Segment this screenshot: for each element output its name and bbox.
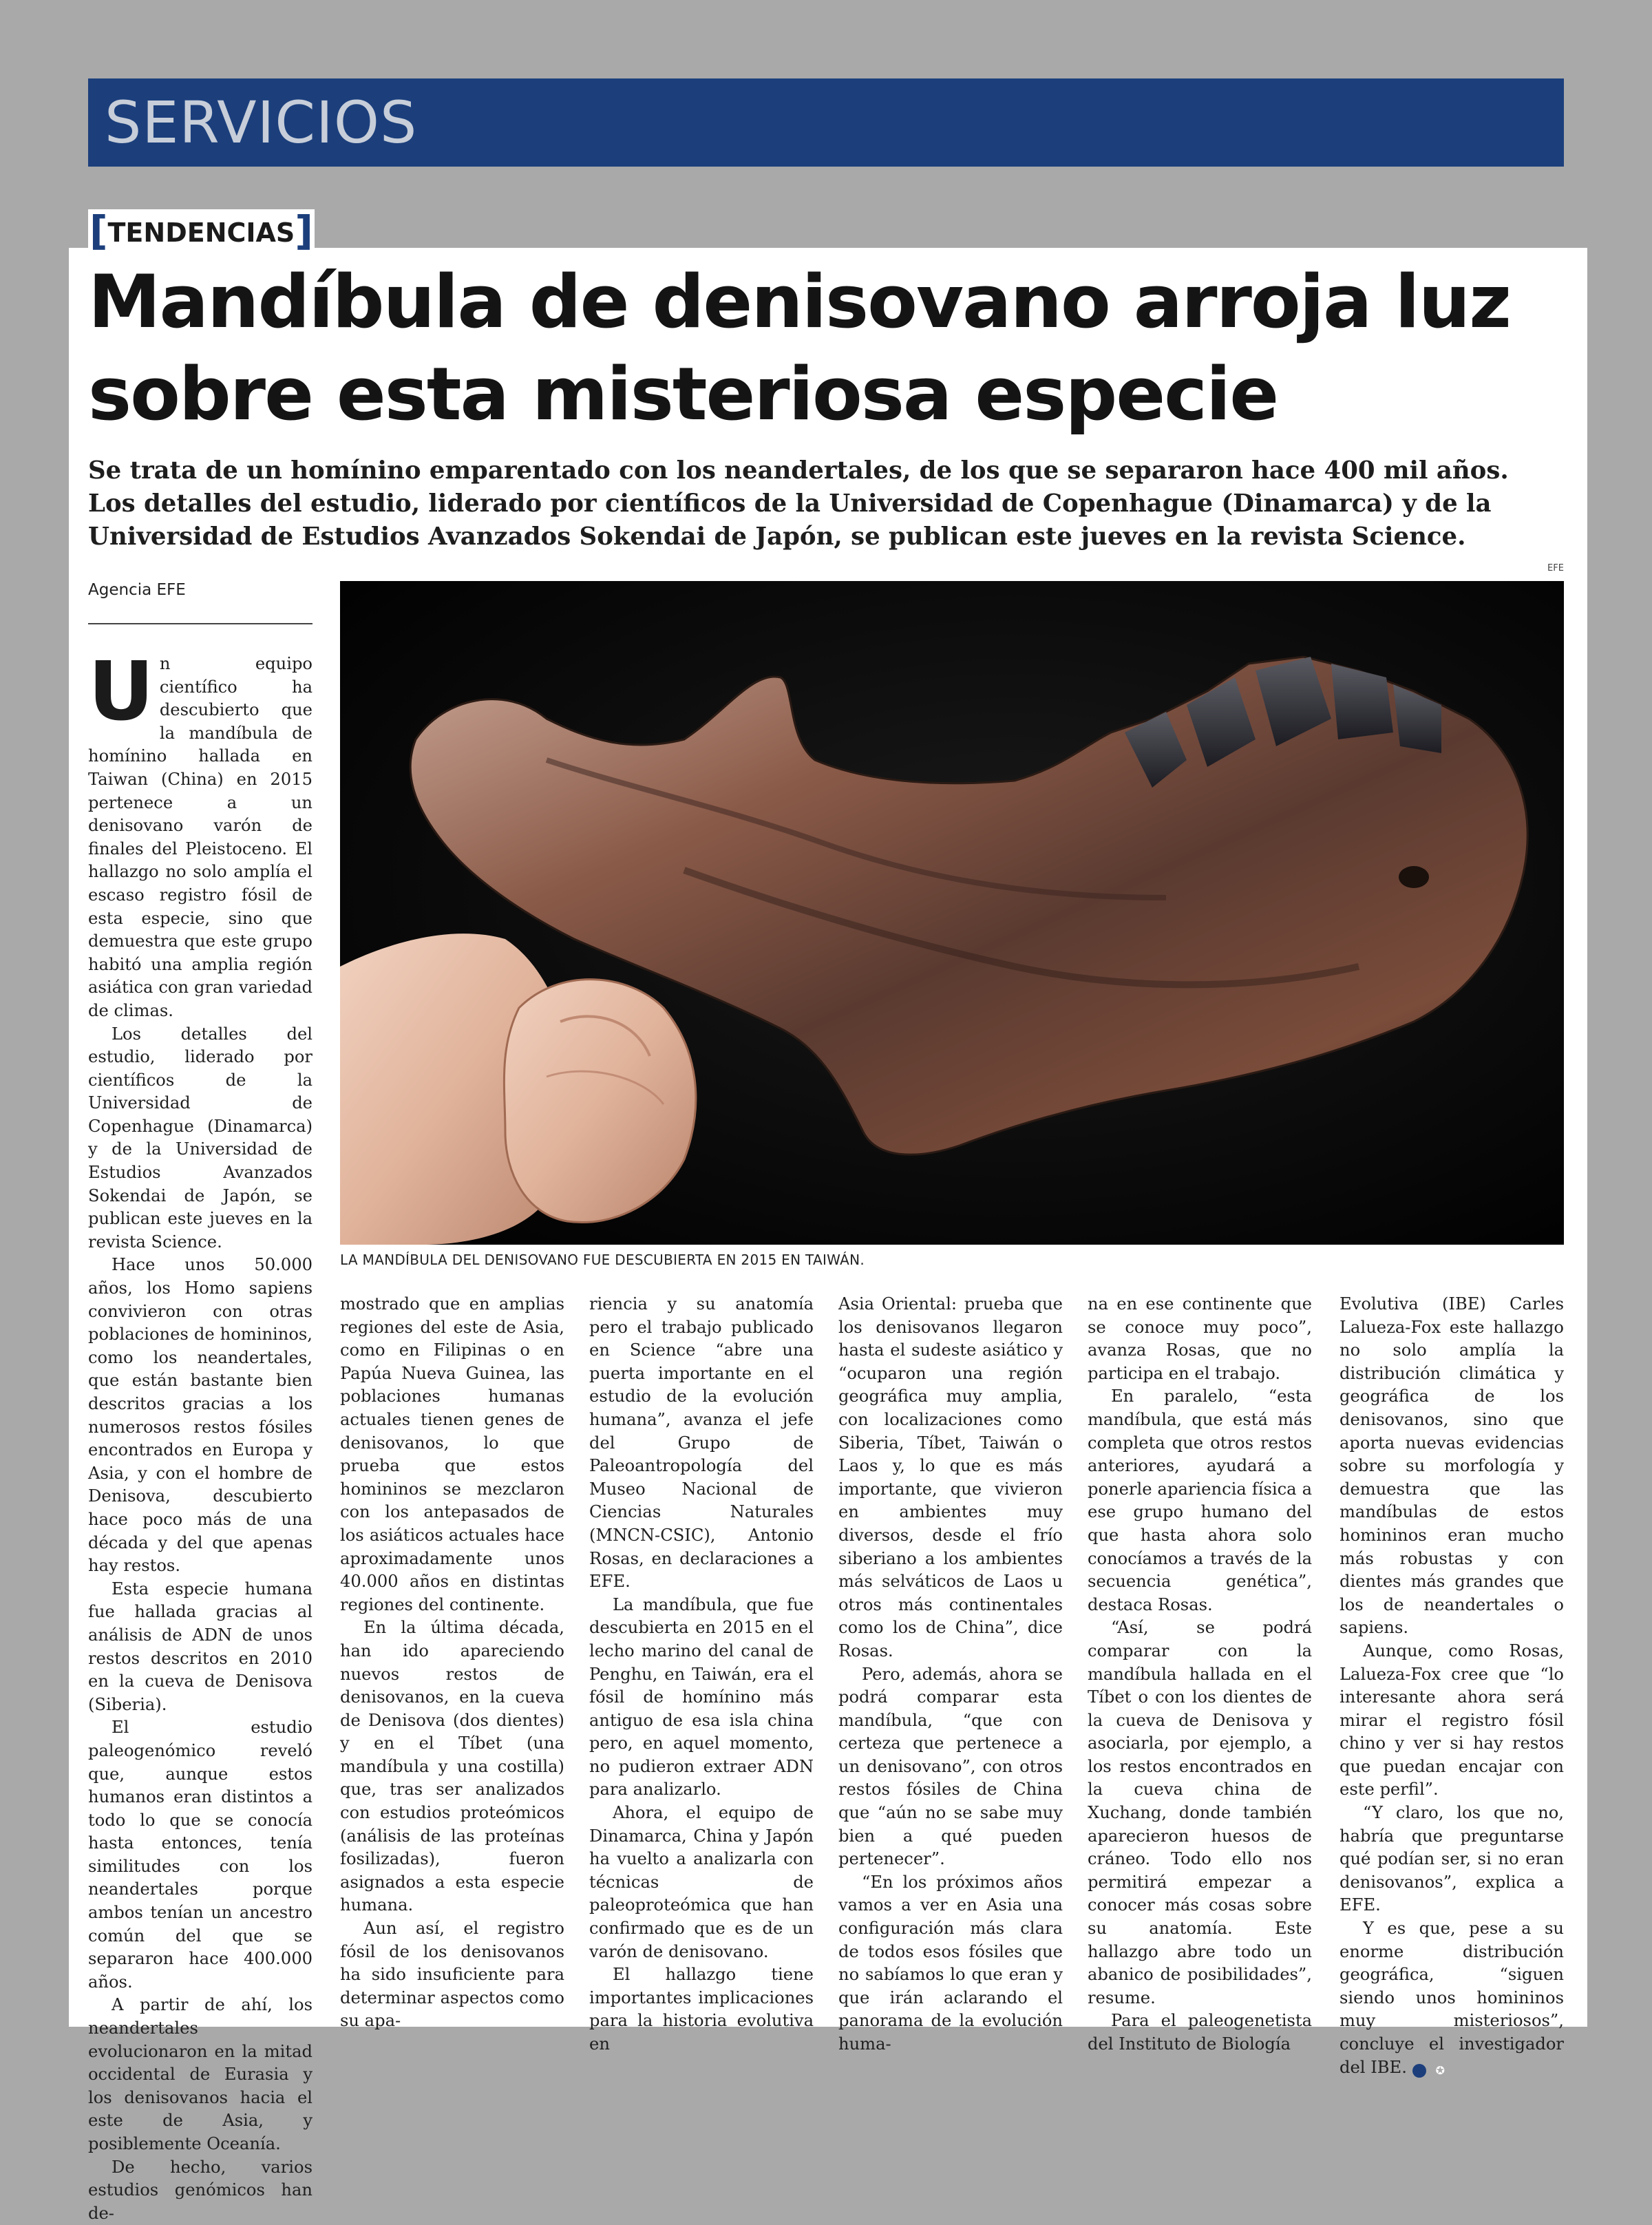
paragraph: Asia Oriental: prueba que los denisovanos llegaron hasta el sudeste asiático y “ocuparon una región geográfica muy amplia, con localizaciones como Siberia, Tíbet, Taiwán o Laos y, lo que es más importante, que vivieron en ambientes muy diversos, desde el frío siberiano a los ambientes más selváticos de Laos u otros más continentales como los de China”, dice Rosas. — [838, 1294, 1063, 1660]
paragraph: La mandíbula, que fue descubierta en 2015 en el lecho marino del canal de Penghu, en Taiwán, era el fósil de homínino más antiguo de esa isla china pero, en aquel momento, no pudieron extraer ADN para analizarlo. — [589, 1594, 814, 1800]
article-column-1 — [88, 644, 313, 2223]
paragraph: “Así, se podrá comparar con la mandíbula hallada en el Tíbet o con los dientes de la cueva de Denisova y asociarla, por ejemplo, a los restos encontrados en la cueva china de Xuchang, donde también aparecieron huesos de cráneo. Todo ello nos permitirá empezar a conocer más cosas sobre su anatomía. Este hallazgo abre todo un abanico de posibilidades”, resume. — [1088, 1618, 1312, 2007]
paragraph: De hecho, varios estudios genómicos han de- — [88, 2157, 313, 2223]
headline: Mandíbula de denisovano arroja luz sobre esta misteriosa especie — [88, 260, 1510, 436]
paragraph: riencia y su anatomía pero el trabajo publicado en Science “abre una puerta importante en el estudio de la evolución humana”, avanza el jefe del Grupo de Paleoantropología del Museo Nacional de Ciencias Naturales (MNCN-CSIC), Antonio Rosas, en declaraciones a EFE. — [589, 1294, 814, 1592]
paragraph: En la última década, han ido apareciendo nuevos restos de denisovanos, en la cueva de Denisova (dos dientes) y en el Tíbet (una mandíbula y una costilla) que, tras ser analizados con estudios proteómicos (análisis de las proteínas fosilizadas), fueron asignados a esta especie humana. — [340, 1618, 564, 1915]
section-banner — [88, 78, 1564, 167]
paragraph-text: Y es que, pese a su enorme distribución geográfica, “siguen siendo unos homininos muy misteriosos”, concluye el investigador del IBE. — [1339, 1919, 1564, 2077]
paragraph: En paralelo, “esta mandíbula, que está más completa que otros restos anteriores, ayudará a ponerle apariencia física a ese grupo humano del que hasta ahora solo conocíamos a través de la secuencia genética”, destaca Rosas. — [1088, 1386, 1312, 1614]
photo-credit: EFE — [1547, 563, 1564, 573]
paragraph — [88, 644, 313, 1023]
paragraph-text: n equipo científico ha descubierto que la mandíbula de homínino hallada en Taiwan (China) en 2015 pertenece a un denisovano varón de finales del Pleistoceno. El hallazgo no solo amplía el escaso registro fósil de esta especie, sino que demuestra que este grupo habitó una amplia región asiática con gran variedad de climas. — [88, 654, 313, 1020]
paragraph: Hace unos 50.000 años, los Homo sapiens convivieron con otras poblaciones de homininos, como los neandertales, que están bastante bien descritos gracias a los numerosos restos fósiles encontrados en Europa y Asia, y con el hombre de Denisova, descubierto hace poco más de una década y del que apenas hay restos. — [88, 1255, 313, 1576]
byline: Agencia EFE — [88, 581, 186, 599]
kicker-tag — [88, 209, 315, 252]
jawbone-illustration — [340, 581, 1564, 1245]
paragraph: Ahora, el equipo de Dinamarca, China y Japón ha vuelto a analizarla con técnicas de paleoproteómica que han confirmado que es de un varón de denisovano. — [589, 1803, 814, 1961]
paragraph: El hallazgo tiene importantes implicaciones para la historia evolutiva en — [589, 1965, 814, 2054]
paragraph: “Y claro, los que no, habría que preguntarse qué podían ser, si no eran denisovanos”, explica a EFE. — [1339, 1803, 1564, 1915]
paragraph — [1339, 1917, 1564, 2079]
paragraph: Esta especie humana fue hallada gracias al análisis de ADN de unos restos descritos en 2010 en la cueva de Denisova (Siberia). — [88, 1579, 313, 1714]
paragraph: Aunque, como Rosas, Lalueza-Fox cree que “lo interesante ahora será mirar el registro fósil chino y ver si hay restos que puedan encajar con este perfil”. — [1339, 1641, 1564, 1800]
paragraph: Pero, además, ahora se podrá comparar esta mandíbula, “que con certeza que pertenece a un denisovano”, con otros restos fósiles de China que “aún no se sabe muy bien a qué pueden pertenecer”. — [838, 1664, 1063, 1869]
article-column-2 — [340, 1293, 564, 2031]
paragraph: Aun así, el registro fósil de los denisovanos ha sido insuficiente para determinar aspectos como su apa- — [340, 1919, 564, 2031]
paragraph: na en ese continente que se conoce muy poco”, avanza Rosas, que no participa en el trabajo. — [1088, 1294, 1312, 1383]
kicker-label: TENDENCIAS — [107, 218, 295, 248]
jawbone-photo — [340, 581, 1564, 1245]
article-column-3 — [589, 1293, 814, 2054]
drop-cap: U — [88, 644, 154, 739]
bracket-right-icon: ] — [295, 207, 313, 254]
paragraph: “En los próximos años vamos a ver en Asia una configuración más clara de todos esos fósiles que no sabíamos lo que eran y que irán aclarando el panorama de la evolución huma- — [838, 1872, 1063, 2054]
article-column-6 — [1339, 1293, 1564, 2077]
bracket-left-icon: [ — [89, 207, 108, 254]
subheadline: Se trata de un homínino emparentado con los neandertales, de los que se separaron hace 400 mil años. Los detalles del estudio, liderado por científicos de la Universidad de Copenhague (Dinamarca) y de la Universidad de Estudios Avanzados Sokendai de Japón, se publican este jueves en la revista Science. — [88, 456, 1509, 551]
article-column-4 — [838, 1293, 1063, 2054]
byline-divider — [88, 623, 313, 624]
article-column-5 — [1088, 1293, 1312, 2054]
paragraph: El estudio paleogenómico reveló que, aunque estos humanos eran distintos a todo lo que se conocía hasta entonces, tenía similitudes con los neandertales porque ambos tenían un ancestro común del que se separaron hace 400.000 años. — [88, 1718, 313, 1992]
section-title: SERVICIOS — [105, 89, 418, 156]
paragraph: A partir de ahí, los neandertales evolucionaron en la mitad occidental de Eurasia y los denisovanos hacia el este de Asia, y posiblemente Oceanía. — [88, 1995, 313, 2153]
paragraph: Los detalles del estudio, liderado por científicos de la Universidad de Copenhague (Dinamarca) y de la Universidad de Estudios Avanzados Sokendai de Japón, se publican este jueves en la revista Science. — [88, 1024, 313, 1252]
paragraph: mostrado que en amplias regiones del este de Asia, como en Filipinas o en Papúa Nueva Guinea, las poblaciones humanas actuales tienen genes de denisovanos, lo que prueba que estos homininos se mezclaron con los antepasados de los asiáticos actuales hace aproximadamente unos 40.000 años en distintas regiones del continente. — [340, 1294, 564, 1614]
paragraph: Para el paleogenetista del Instituto de Biología — [1088, 2011, 1312, 2054]
paragraph: Evolutiva (IBE) Carles Lalueza-Fox este hallazgo no solo amplía la distribución climática y geográfica de los denisovanos, sino que aporta nuevas evidencias sobre su morfología y demuestra que las mandíbulas de estos homininos eran mucho más robustas y con dientes más grandes que los de neandertales o sapiens. — [1339, 1294, 1564, 1638]
photo-caption: LA MANDÍBULA DEL DENISOVANO FUE DESCUBIERTA EN 2015 EN TAIWÁN. — [340, 1252, 865, 1268]
end-of-article-icon: ✪ — [1412, 2064, 1426, 2078]
